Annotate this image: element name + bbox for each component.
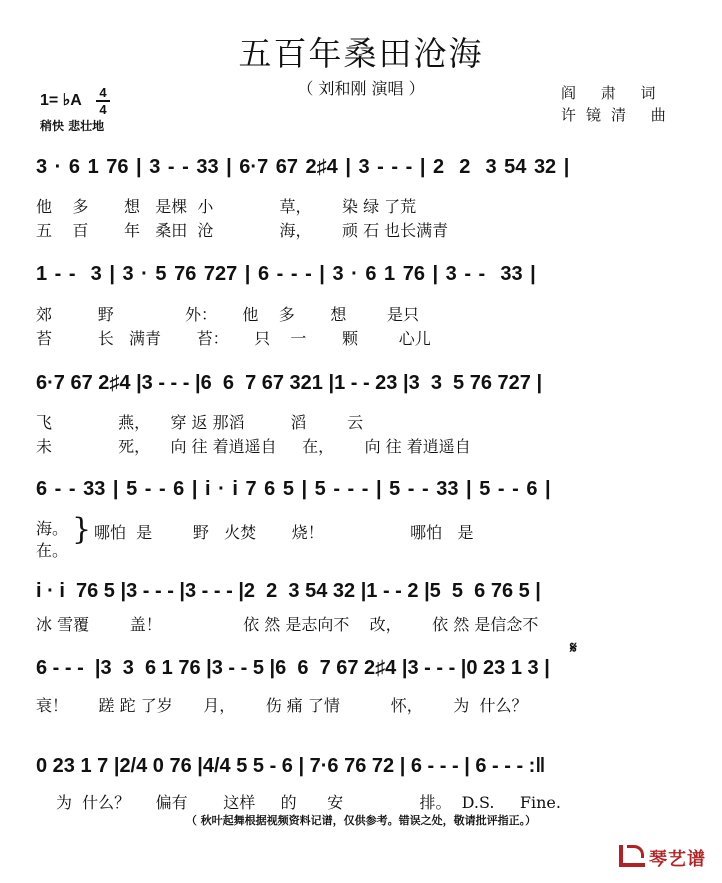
time-signature-top: 4 xyxy=(99,85,107,100)
qinyipu-logo-icon xyxy=(619,845,645,867)
lyrics-row-1-verse-1: 他 多 想 是棵 小 草， 染 绿 了荒 xyxy=(36,197,417,216)
lyrics-row-5: 冰 雪覆 盖！ 依 然 是志向不 改， 依 然 是信念不 xyxy=(36,615,539,634)
lyrics-row-7: 为 什么？ 偏有 这样 的 安 排。 D.S. Fine. xyxy=(56,793,561,812)
lyrics-row-3-verse-1: 飞 燕， 穿 返 那滔 滔 云 xyxy=(36,413,364,432)
song-title: 五百年桑田沧海 xyxy=(238,34,484,73)
composer-credit: 许镜清 曲 xyxy=(561,106,676,124)
notation-row-4: 6 - - 33 | 5 - - 6 | i · i 7 6 5 | 5 - - - | 5 - - 33 | 5 - - 6 | xyxy=(36,478,551,500)
watermark-text: 琴艺谱 xyxy=(649,849,706,870)
lyrics-row-3-verse-2: 未 死， 向 往 着逍遥自 在， 向 往 着逍遥自 xyxy=(36,437,471,456)
segno-sign: 𝄋 xyxy=(570,638,577,657)
time-signature xyxy=(96,86,110,116)
verse-brace: } xyxy=(72,512,92,547)
lyrics-row-6: 衰！ 蹉 跎 了岁 月， 伤 痛 了情 怀， 为 什么？ xyxy=(36,696,528,715)
lyricist-credit: 阎 肃 词 xyxy=(561,84,666,102)
tempo-marking: 稍快 悲壮地 xyxy=(40,119,105,133)
notation-row-1: 3 · 6 1 76 | 3 - - 33 | 6·7 67 2♯4 | 3 - - - | 2 2 3 54 32 | xyxy=(36,156,570,178)
lyrics-row-4-verse-1: 海。 xyxy=(36,519,69,538)
key-signature: 1= ♭A xyxy=(40,92,82,109)
watermark-logo xyxy=(604,824,706,871)
singer-credit: （ 刘和刚 演唱 ） xyxy=(297,79,425,98)
notation-row-3: 6·7 67 2♯4 |3 - - - |6 6 7 67 321 |1 - - 23 |3 3 5 76 727 | xyxy=(36,372,543,394)
lyrics-row-4-verse-2: 在。 xyxy=(36,541,69,560)
notation-row-6: 6 - - - |3 3 6 1 76 |3 - - 5 |6 6 7 67 2♯4 |3 - - - |0 23 1 3 | xyxy=(36,657,550,679)
transcription-note: （ 秋叶起舞根据视频资料记谱，仅供参考。错误之处，敬请批评指正。） xyxy=(185,814,537,827)
lyrics-row-4-refrain: 哪怕 是 野 火焚 烧！ 哪怕 是 xyxy=(94,523,474,542)
time-signature-bottom: 4 xyxy=(99,101,107,117)
lyrics-row-2-verse-1: 郊 野 外： 他 多 想 是只 xyxy=(36,305,420,324)
lyrics-row-1-verse-2: 五 百 年 桑田 沧 海， 顽 石 也长满青 xyxy=(36,221,449,240)
lyrics-row-2-verse-2: 苔 长 满青 苔： 只 一 颗 心儿 xyxy=(36,329,431,348)
notation-row-5: i · i 76 5 |3 - - - |3 - - - |2 2 3 54 32 |1 - - 2 |5 5 6 76 5 | xyxy=(36,580,541,602)
notation-row-7: 0 23 1 7 |2/4 0 76 |4/4 5 5 - 6 | 7·6 76 72 | 6 - - - | 6 - - - :‖ xyxy=(36,755,546,777)
notation-row-2: 1 - - 3 | 3 · 5 76 727 | 6 - - - | 3 · 6 1 76 | 3 - - 33 | xyxy=(36,263,536,285)
